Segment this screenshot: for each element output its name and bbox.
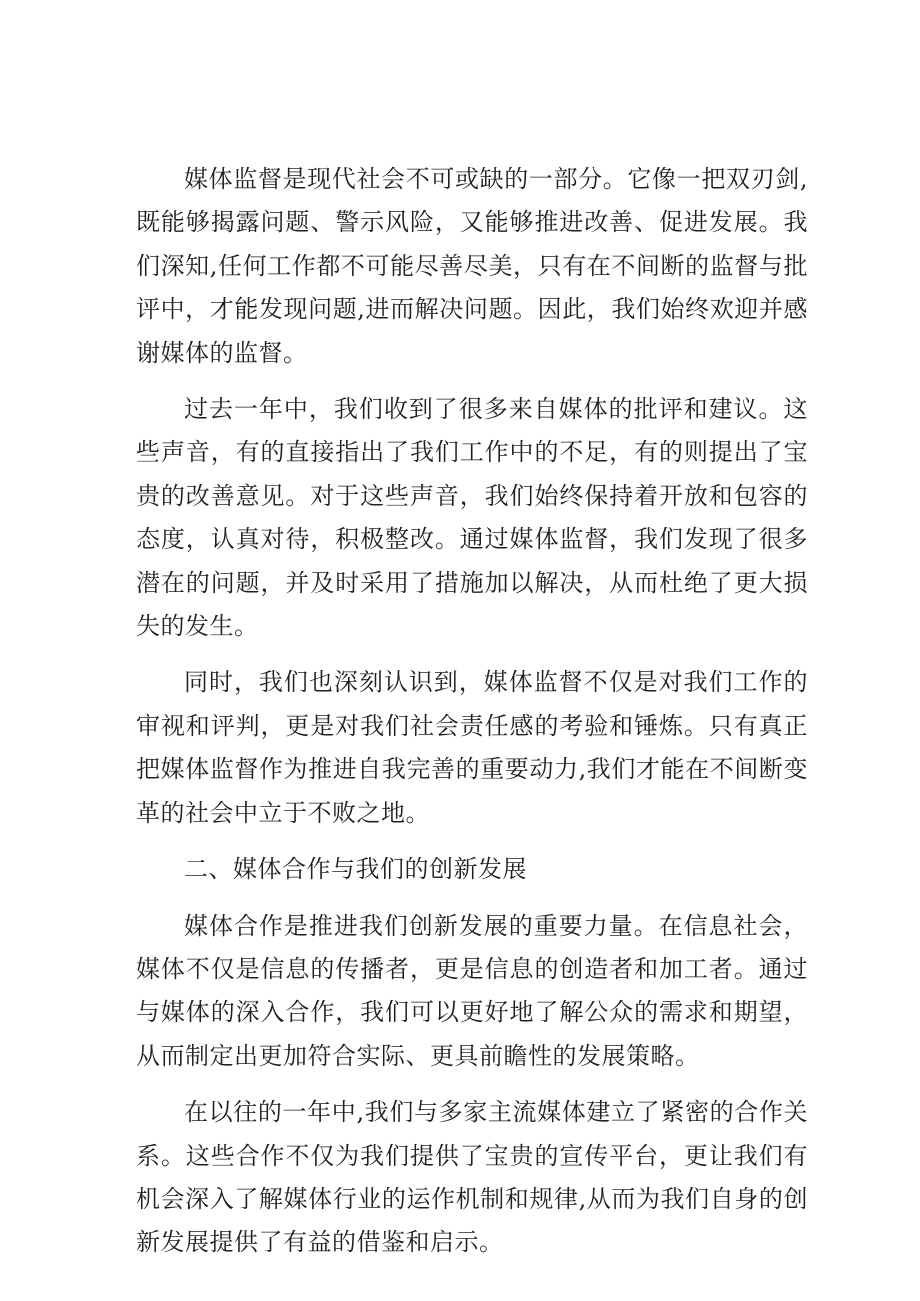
paragraph-past-year-feedback: 过去一年中，我们收到了很多来自媒体的批评和建议。这些声音，有的直接指出了我们工作中的不足，有的则提出了宝贵的改善意见。对于这些声音，我们始终保持着开放和包容的态度，认真对待，积极整改。通过媒体监督，我们发现了很多潜在的问题，并及时采用了措施加以解决，从而杜绝了更大损失的发生。: [136, 395, 808, 641]
document-page: [136, 158, 808, 1278]
paragraph-media-cooperation: 媒体合作是推进我们创新发展的重要力量。在信息社会，媒体不仅是信息的传播者，更是信息的创造者和加工者。通过与媒体的深入合作，我们可以更好地了解公众的需求和期望，从而制定出更加符合实际、更具前瞻性的发展策略。: [136, 911, 808, 1070]
paragraph-media-supervision: 媒体监督是现代社会不可或缺的一部分。它像一把双刃剑,既能够揭露问题、警示风险，又能够推进改善、促进发展。我们深知,任何工作都不可能尽善尽美，只有在不间断的监督与批评中，才能发现问题,进而解决问题。因此，我们始终欢迎并感谢媒体的监督。: [136, 165, 808, 367]
paragraph-mainstream-media-partnership: 在以往的一年中,我们与多家主流媒体建立了紧密的合作关系。这些合作不仅为我们提供了宝贵的宣传平台，更让我们有机会深入了解媒体行业的运作机制和规律,从而为我们自身的创新发展提供了有益的借鉴和启示。: [136, 1098, 808, 1257]
paragraph-social-responsibility: 同时，我们也深刻认识到，媒体监督不仅是对我们工作的审视和评判，更是对我们社会责任感的考验和锤炼。只有真正把媒体监督作为推进自我完善的重要动力,我们才能在不间断变革的社会中立于不败之地。: [136, 668, 808, 827]
section-heading: 二、媒体合作与我们的创新发展: [184, 855, 527, 884]
